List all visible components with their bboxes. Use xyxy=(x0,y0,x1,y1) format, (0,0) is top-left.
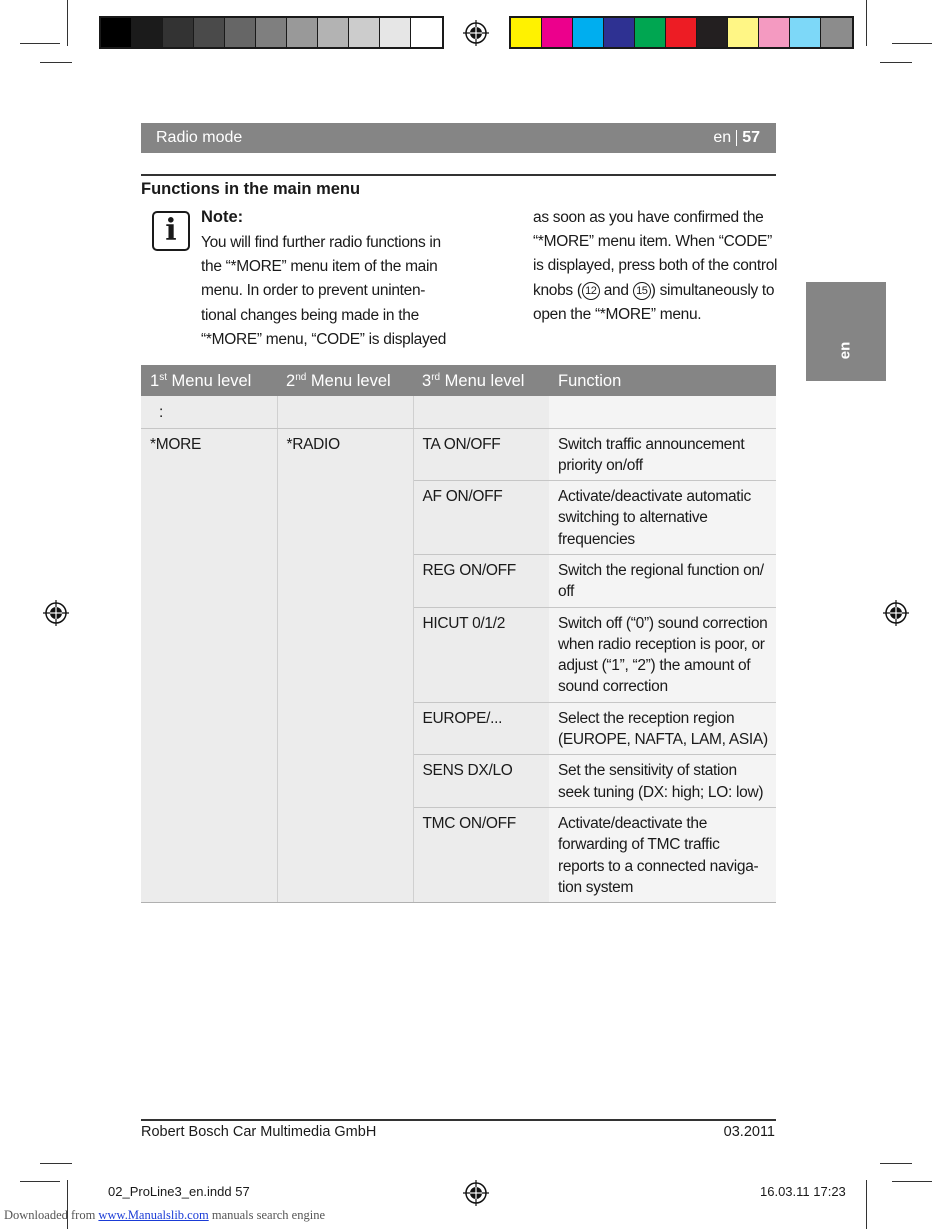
footer-rule xyxy=(141,1119,776,1121)
crop-mark xyxy=(20,43,60,44)
note-text-column-2 xyxy=(533,206,778,327)
level3-cell: TMC ON/OFF xyxy=(413,807,549,902)
ordinal-suffix: st xyxy=(159,372,167,383)
slug-filename: 02_ProLine3_en.indd 57 xyxy=(108,1184,250,1199)
color-swatch xyxy=(511,18,542,47)
ordinal-suffix: nd xyxy=(295,372,307,383)
watermark-prefix: Downloaded from xyxy=(4,1208,99,1222)
note-text: ) simultaneously to open the “*MORE” menu. xyxy=(533,281,775,323)
level3-cell: EUROPE/... xyxy=(413,702,549,755)
slug-timestamp: 16.03.11 17:23 xyxy=(760,1184,846,1199)
empty-cell xyxy=(413,396,549,428)
language-side-tab xyxy=(806,282,886,381)
color-swatch xyxy=(318,18,349,47)
column-header xyxy=(549,365,776,396)
empty-cell xyxy=(277,396,413,428)
level3-cell: HICUT 0/1/2 xyxy=(413,607,549,702)
column-header-text: Function xyxy=(558,372,622,390)
level2-cell: *RADIO xyxy=(277,428,413,903)
function-cell: Switch traffic announcement priority on/off xyxy=(549,428,776,481)
header-language: en xyxy=(713,129,732,146)
function-cell: Switch the regional function on/ off xyxy=(549,554,776,607)
column-header xyxy=(277,365,413,396)
header-page-info xyxy=(713,129,760,147)
table-row xyxy=(141,396,776,428)
color-swatch xyxy=(256,18,287,47)
page-header xyxy=(141,123,776,153)
level3-cell: SENS DX/LO xyxy=(413,755,549,808)
column-header-text: 2 xyxy=(286,372,296,390)
empty-cell xyxy=(549,396,776,428)
color-swatch xyxy=(411,18,442,47)
knob-number-badge: 12 xyxy=(582,282,600,300)
crop-mark xyxy=(880,62,912,63)
footer-date: 03.2011 xyxy=(723,1124,775,1140)
color-swatch xyxy=(225,18,256,47)
ordinal-suffix: rd xyxy=(431,372,441,383)
note-title: Note: xyxy=(201,208,244,226)
color-swatch xyxy=(821,18,852,47)
color-swatch xyxy=(697,18,728,47)
header-section-title: Radio mode xyxy=(156,129,243,146)
manualslib-link[interactable]: www.Manualslib.com xyxy=(98,1208,209,1222)
column-header xyxy=(141,365,277,396)
color-swatch xyxy=(728,18,759,47)
function-cell: Activate/deactivate automatic switching to alternative frequencies xyxy=(549,481,776,555)
crop-mark xyxy=(892,1181,932,1182)
crop-mark xyxy=(866,0,867,46)
function-cell: Switch off (“0”) sound correction when radio reception is poor, or adjust (“1”, “2”) the amount of sound correction xyxy=(549,607,776,702)
watermark-suffix: manuals search engine xyxy=(208,1208,325,1222)
grayscale-color-bar xyxy=(99,16,444,49)
menu-functions-table xyxy=(141,365,776,903)
section-rule xyxy=(141,174,776,176)
table-header-row xyxy=(141,365,776,396)
table-row xyxy=(141,428,776,481)
color-swatch xyxy=(380,18,411,47)
function-cell: Activate/deactivate the forwarding of TMC traffic reports to a connected naviga-tion system xyxy=(549,807,776,902)
color-swatch xyxy=(101,18,132,47)
registration-mark-icon xyxy=(463,1180,489,1206)
column-header-text: 3 xyxy=(422,372,432,390)
level3-cell: AF ON/OFF xyxy=(413,481,549,555)
level3-cell: TA ON/OFF xyxy=(413,428,549,481)
ellipsis-cell: : xyxy=(141,396,277,428)
function-cell: Set the sensitivity of station seek tuning (DX: high; LO: low) xyxy=(549,755,776,808)
footer-company: Robert Bosch Car Multimedia GmbH xyxy=(141,1124,377,1140)
crop-mark xyxy=(880,1163,912,1164)
color-swatch xyxy=(287,18,318,47)
column-header-text: Menu level xyxy=(306,372,391,390)
color-swatch xyxy=(790,18,821,47)
color-swatch xyxy=(759,18,790,47)
crop-mark xyxy=(40,62,72,63)
section-title: Functions in the main menu xyxy=(141,180,361,198)
header-separator xyxy=(736,130,737,146)
registration-mark-icon xyxy=(43,600,69,626)
column-header-text: Menu level xyxy=(166,372,252,390)
side-tab-label: en xyxy=(836,341,854,360)
note-text: and xyxy=(599,281,633,299)
knob-number-badge: 15 xyxy=(633,282,651,300)
color-swatch xyxy=(542,18,573,47)
column-header xyxy=(413,365,549,396)
color-swatch xyxy=(604,18,635,47)
color-swatch xyxy=(635,18,666,47)
color-swatch xyxy=(349,18,380,47)
color-swatch xyxy=(666,18,697,47)
color-swatch xyxy=(132,18,163,47)
function-cell: Select the reception region (EUROPE, NAFTA, LAM, ASIA) xyxy=(549,702,776,755)
color-swatch xyxy=(573,18,604,47)
registration-mark-icon xyxy=(463,20,489,46)
registration-mark-icon xyxy=(883,600,909,626)
crop-mark xyxy=(892,43,932,44)
crop-mark xyxy=(40,1163,72,1164)
crop-mark xyxy=(67,0,68,46)
note-text-column-1: You will find further radio functions in the “*MORE” menu item of the main menu. In order to prevent uninten-tional changes being made in the “*MORE” menu, “CODE” is displayed xyxy=(201,234,447,348)
color-swatch xyxy=(194,18,225,47)
crop-mark xyxy=(866,1180,867,1229)
note-text: as soon as you have confirmed the “*MORE” menu item. When “CODE” is displayed, press both of the control knobs ( xyxy=(533,209,778,299)
page-number: 57 xyxy=(742,129,760,146)
info-icon: i xyxy=(152,211,190,251)
column-header-text: Menu level xyxy=(440,372,525,390)
process-color-bar xyxy=(509,16,854,49)
crop-mark xyxy=(20,1181,60,1182)
color-swatch xyxy=(163,18,194,47)
level1-cell: *MORE xyxy=(141,428,277,903)
download-watermark xyxy=(4,1208,325,1223)
level3-cell: REG ON/OFF xyxy=(413,554,549,607)
column-header-text: 1 xyxy=(150,372,160,390)
